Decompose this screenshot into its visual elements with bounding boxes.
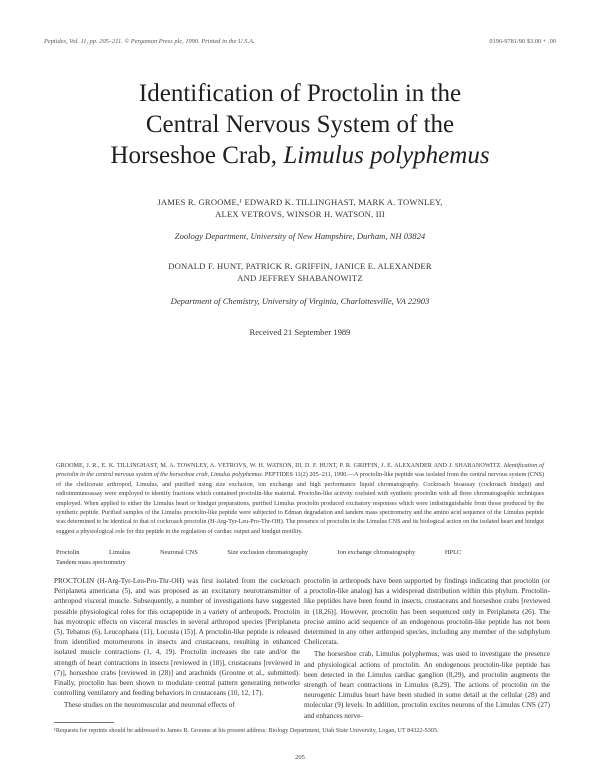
author-group-2 — [70, 261, 530, 284]
body-column-right — [304, 576, 550, 723]
author-group-1 — [70, 197, 530, 220]
received-date: Received 21 September 1989 — [249, 327, 351, 337]
keywords — [56, 548, 544, 568]
body-column-left — [54, 576, 300, 713]
abstract-authors: GROOME, J. R., E. K. TILLINGHAST, M. A. TOWNLEY, A. VETROVS, W. H. WATSON, III, D. F. HUNT, P. R. GRIFFIN, J. E. ALEXANDER AND J. SHABANOWITZ. — [56, 462, 502, 469]
keyword: Tandem mass spectrometry — [56, 559, 126, 566]
keyword: Ion exchange chromatography — [337, 549, 416, 556]
affiliation-2: Department of Chemistry, University of Virginia, Charlottesville, VA 22903 — [170, 296, 430, 306]
keyword: Limulus — [109, 549, 131, 556]
page-number: 205 — [295, 754, 305, 761]
author-line-1: JAMES R. GROOME,¹ EDWARD K. TILLINGHAST, MARK A. TOWNLEY, — [157, 197, 443, 207]
title-line-3-plain: Horseshoe Crab, — [110, 142, 284, 169]
abstract — [56, 461, 544, 536]
title-line-1: Identification of Proctolin in the — [138, 80, 462, 107]
paper-title — [60, 78, 540, 171]
paragraph: proctolin in arthropods have been supported by findings indicating that proctolin (or a proctolin-like analog) has a widespread distribution within this phylum. Proctolin-like peptides have been found in insects, crustaceans and horseshoe crabs [reviewed in (18,26)]. However, proctolin has been sequenced only in Periplaneta (26). The precise amino acid sequence of an endogenous proctolin-like peptide has not been determined in any other arthropod species, including any member of the subphylum Chelicerata. — [304, 577, 550, 647]
title-species: Limulus polyphemus — [283, 142, 490, 169]
footnote: ¹Requests for reprints should be addressed to James R. Groome at his present address: Biology Department, Utah State University, Logan, UT 84322-5305. — [54, 727, 439, 734]
paragraph: The horseshoe crab, Limulus polyphemus, was used to investigate the presence and physiological actions of proctolin. An endogenous proctolin-like peptide has been detected in the Limulus cardiac ganglion (8,29), and proctolin augments the strength of heart contractions in Limulus (8,29). The actions of proctolin on the neurogenic Limulus heart have been studied in some detail at the cellular (28) and molecular (9) levels. In addition, proctolin excites neurons of the Limulus CNS (27) and enhances nerve- — [304, 650, 550, 720]
journal-citation: Peptides, Vol. 11, pp. 205–211. © Pergamon Press plc, 1990. Printed in the U.S.A. — [44, 38, 255, 45]
abstract-title: Identification of proctolin in the central nervous system of the horseshoe crab, Limulus polyphemus. — [56, 462, 544, 479]
keyword: Size exclusion chromatography — [227, 549, 308, 556]
title-line-2: Central Nervous System of the — [145, 111, 455, 138]
footnote-rule — [54, 722, 114, 723]
paragraph: PROCTOLIN (H-Arg-Tyr-Leu-Pro-Thr-OH) was first isolated from the cockroach Periplaneta americana (5), and was proposed as an excitatory neurotransmitter of arthropod visceral muscle. Subsequently, a number of investigations have suggested possible physiological roles for this octapeptide in a variety of arthropods. Proctolin has myotropic effects on visceral muscles in several arthropod species [Periplaneta (5), Tebanus (6), Leucophaea (11), Locusta (15)]. A proctolin-like peptide is released from identified motorneurons in insects and crustaceans, resulting in enhanced isolated muscle contractions (1, 4, 19). Proctolin increases the rate and/or the strength of heart contractions in insects [reviewed in (18)], crustaceans [reviewed in (7)], horseshoe crabs [reviewed in (28)] and arachnids (Groome et al., submitted). Finally, proctolin has been shown to modulate central pattern generating networks controlling ventilatory and feeding behaviors in crustaceans (10, 12, 17). — [54, 577, 300, 698]
author-line-3: DONALD F. HUNT, PATRICK R. GRIFFIN, JANICE E. ALEXANDER — [168, 261, 432, 271]
author-line-2: ALEX VETROVS, WINSOR H. WATSON, III — [215, 208, 385, 219]
author-line-4: AND JEFFREY SHABANOWITZ — [237, 272, 363, 283]
title-line-3 — [60, 140, 540, 171]
keyword: HPLC — [444, 549, 462, 556]
abstract-body: PEPTIDES 11(2) 205–211, 1990.—A proctolin-like peptide was isolated from the central nervous system (CNS) of the chelicerate arthropod, Limulus, and purified using size exclusion, ion exchange and high performance liquid chromatography. Cockroach bioassay (cockroach hindgut) and radioimmunoassay were employed to identify fractions which contained proctolin-like material. Proctolin-like activity coeluted with synthetic proctolin with all three chromatographic techniques employed. When applied to either the Limulus heart or hindgut preparations, purified Limulus proctolin produced excitatory responses which were indistinguishable from those produced by the synthetic peptide. Purified samples of the Limulus proctolin-like peptide were subjected to Edman degradation and tandem mass spectrometry and the amino acid sequence of the Limulus peptide was determined to be identical to that of cockroach proctolin (H-Arg-Tyr-Leu-Pro-Thr-OH). The presence of proctolin in the Limulus CNS and its biological action on the isolated heart and hindgut suggest a physiological role for this peptide in the regulation of cardiac output and hindgut motility. — [56, 471, 545, 535]
keyword: Proctolin — [56, 549, 80, 556]
paragraph: These studies on the neuromuscular and neuronal effects of — [64, 701, 235, 710]
running-header — [44, 38, 556, 50]
affiliation-1: Zoology Department, University of New Hampshire, Durham, NH 03824 — [174, 231, 426, 241]
keyword: Neuronal CNS — [159, 549, 198, 556]
issn-code: 0196-9781/90 $3.00 + .00 — [489, 38, 556, 45]
